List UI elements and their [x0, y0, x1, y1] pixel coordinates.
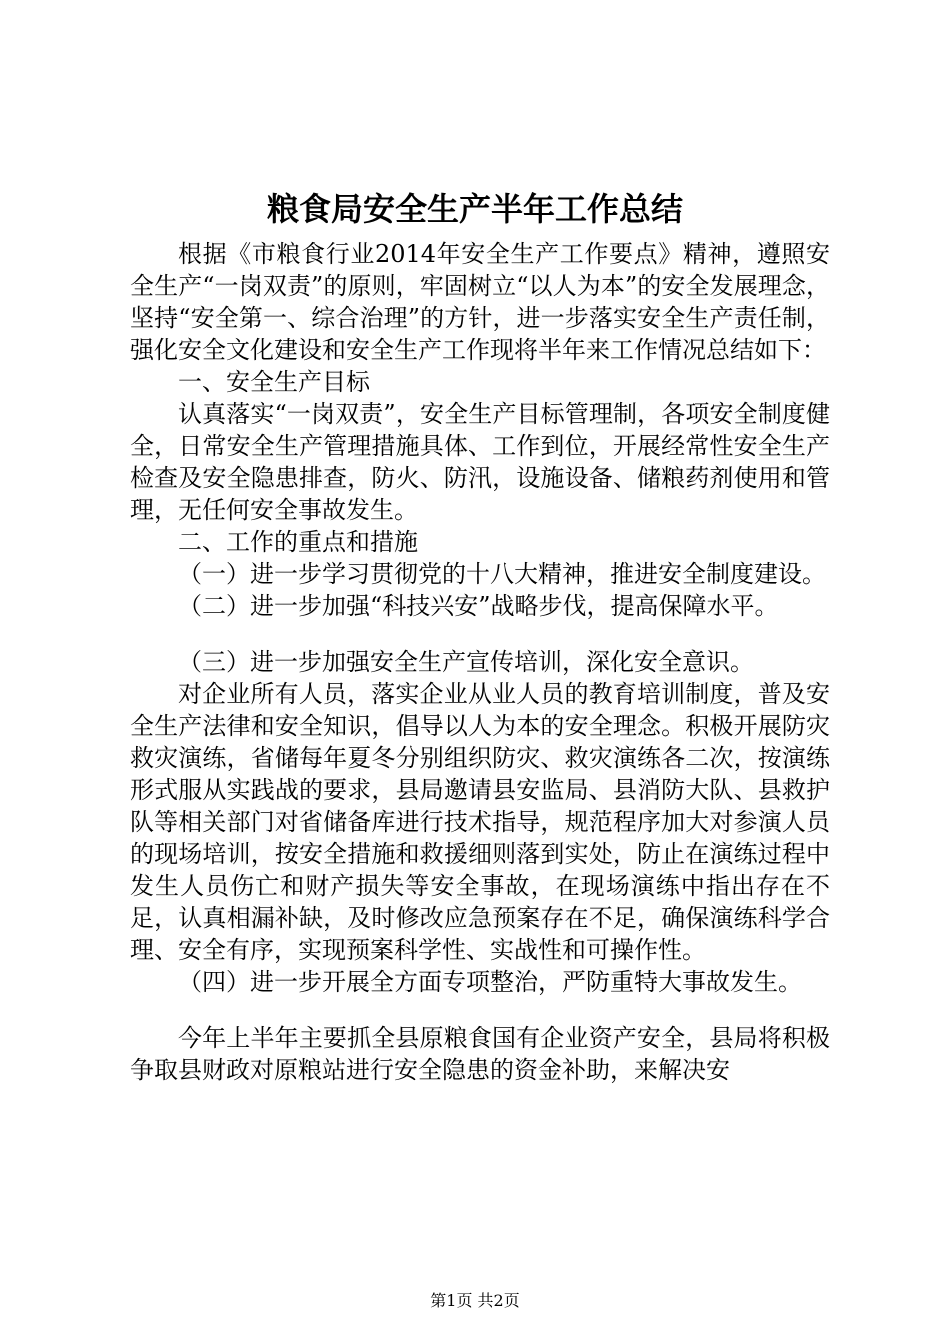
paragraph-intro: 根据《市粮食行业2014年安全生产工作要点》精神，遵照安全生产“一岗双责”的原则，牢固树立“以人为本”的安全发展理念，坚持“安全第一、综合治理”的方针，进一步落实安全生产责任制，强化安全文化建设和安全生产工作现将半年来工作情况总结如下：	[130, 240, 830, 364]
subheading-1: （一）进一步学习贯彻党的十八大精神，推进安全制度建设。	[178, 560, 826, 588]
page-number-footer: 第1页 共2页	[430, 1291, 520, 1310]
document-body	[130, 238, 830, 1086]
subheading-2: （二）进一步加强“科技兴安”战略步伐，提高保障水平。	[178, 592, 779, 620]
paragraph-first-half: 今年上半年主要抓全县原粮食国有企业资产安全，县局将积极争取县财政对原粮站进行安全隐患的资金补助，来解决安	[130, 1024, 830, 1084]
paragraph-spacer	[130, 622, 830, 646]
paragraph-training: 对企业所有人员，落实企业从业人员的教育培训制度，普及安全生产法律和安全知识，倡导以人为本的安全理念。积极开展防灾救灾演练，省储每年夏冬分别组织防灾、救灾演练各二次，按演练形式服从实践战的要求，县局邀请县安监局、县消防大队、县救护队等相关部门对省储备库进行技术指导，规范程序加大对参演人员的现场培训，按安全措施和救援细则落到实处，防止在演练过程中发生人员伤亡和财产损失等安全事故，在现场演练中指出存在不足，认真相漏补缺，及时修改应急预案存在不足，确保演练科学合理、安全有序，实现预案科学性、实战性和可操作性。	[130, 680, 830, 964]
paragraph-safety-goals: 认真落实“一岗双责”，安全生产目标管理制，各项安全制度健全，日常安全生产管理措施具体、工作到位，开展经常性安全生产检查及安全隐患排查，防火、防汛，设施设备、储粮药剂使用和管理，无任何安全事故发生。	[130, 400, 830, 524]
document-title: 粮食局安全生产半年工作总结	[266, 190, 683, 228]
paragraph-spacer	[130, 998, 830, 1022]
subheading-4: （四）进一步开展全方面专项整治，严防重特大事故发生。	[178, 968, 802, 996]
heading-key-work: 二、工作的重点和措施	[178, 528, 418, 556]
heading-safety-goals: 一、安全生产目标	[178, 368, 370, 396]
subheading-3: （三）进一步加强安全生产宣传培训，深化安全意识。	[178, 648, 754, 676]
